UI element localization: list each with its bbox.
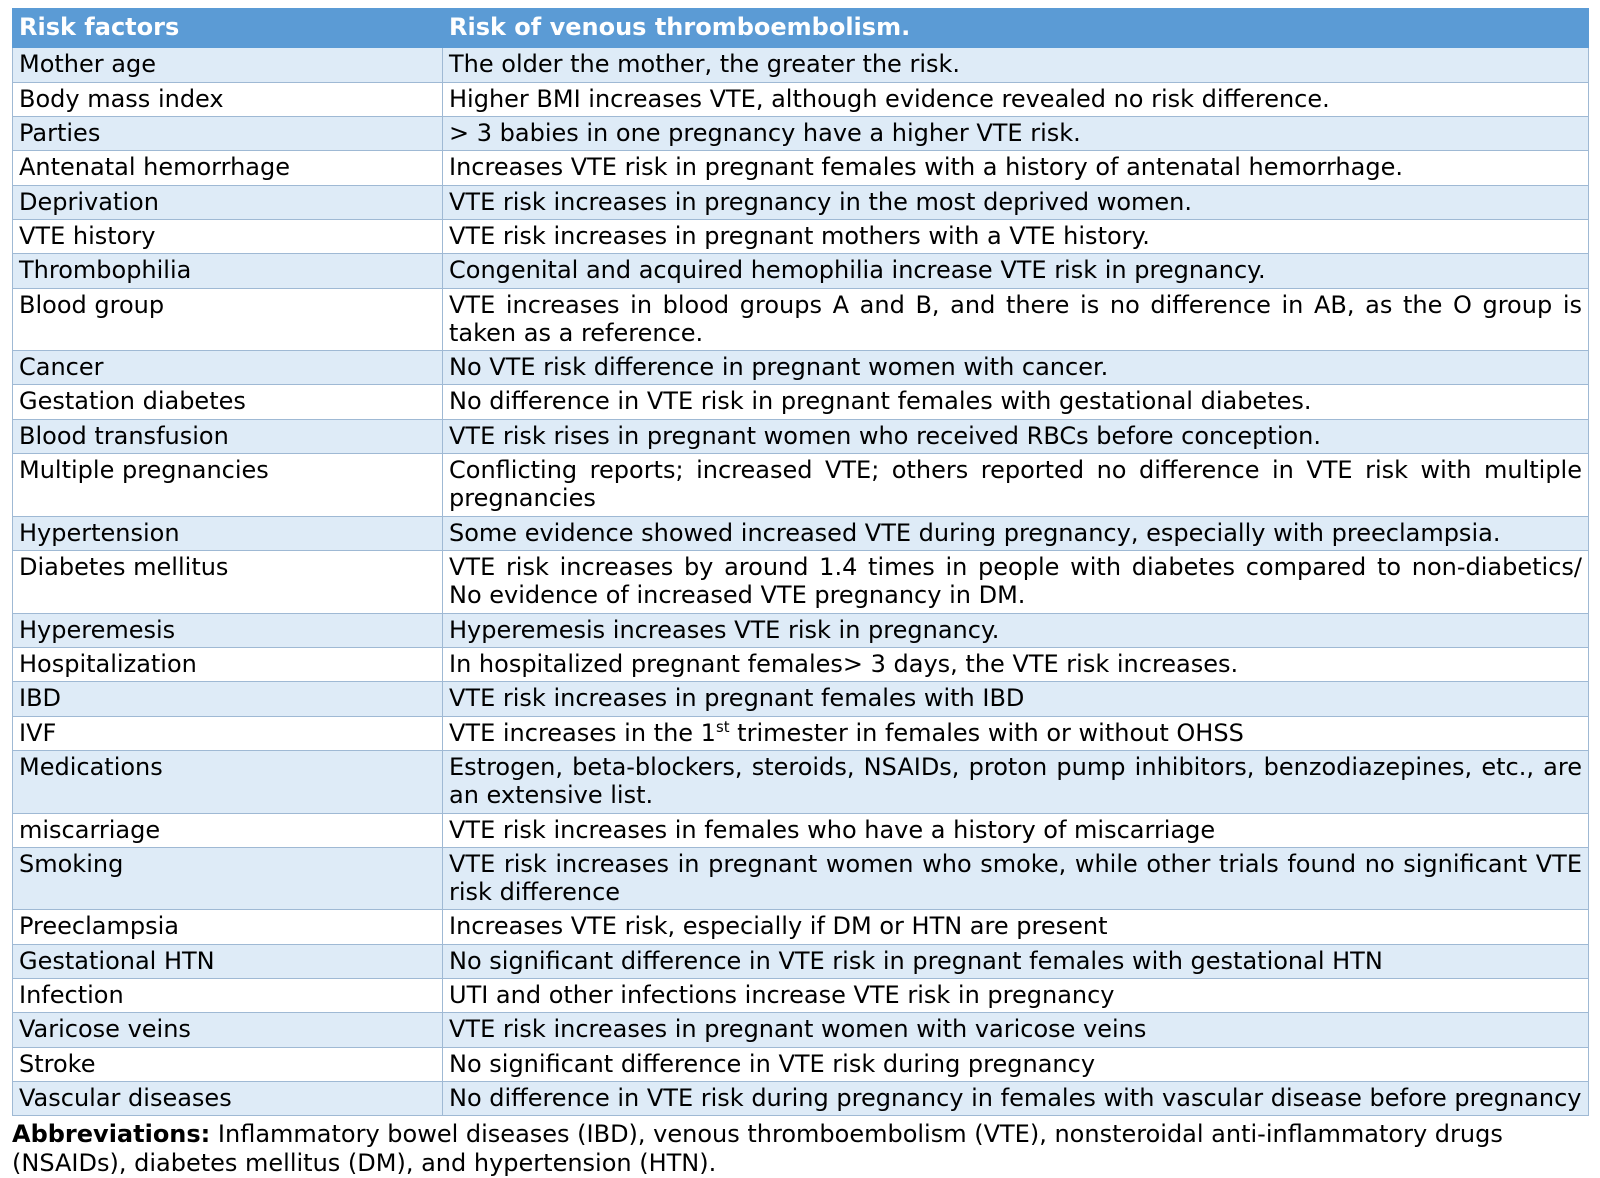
table-row	[13, 1013, 1589, 1047]
cell-risk-description: In hospitalized pregnant females> 3 days, the VTE risk increases.	[443, 647, 1589, 681]
cell-risk-factor: Thrombophilia	[13, 254, 443, 288]
abbreviations-label: Abbreviations:	[12, 1120, 211, 1149]
cell-risk-description: No significant difference in VTE risk during pregnancy	[443, 1047, 1589, 1081]
table-row	[13, 151, 1589, 185]
cell-risk-description: No difference in VTE risk in pregnant females with gestational diabetes.	[443, 385, 1589, 419]
table-row	[13, 551, 1589, 614]
table-row	[13, 385, 1589, 419]
table-row	[13, 750, 1589, 813]
cell-risk-factor: Gestation diabetes	[13, 385, 443, 419]
cell-risk-factor: Gestational HTN	[13, 944, 443, 978]
cell-risk-factor: Mother age	[13, 48, 443, 82]
cell-risk-factor: miscarriage	[13, 813, 443, 847]
cell-risk-factor: Infection	[13, 979, 443, 1013]
table-row	[13, 82, 1589, 116]
cell-risk-description: VTE risk rises in pregnant women who received RBCs before conception.	[443, 419, 1589, 453]
cell-risk-description: No difference in VTE risk during pregnancy in females with vascular disease before pregnancy	[443, 1082, 1589, 1116]
table-row	[13, 254, 1589, 288]
cell-risk-description: No VTE risk difference in pregnant women with cancer.	[443, 351, 1589, 385]
cell-risk-factor: Stroke	[13, 1047, 443, 1081]
cell-risk-description: Conflicting reports; increased VTE; others reported no difference in VTE risk with multiple pregnancies	[443, 454, 1589, 517]
cell-risk-factor: Blood transfusion	[13, 419, 443, 453]
cell-risk-factor: Cancer	[13, 351, 443, 385]
table-row	[13, 48, 1589, 82]
column-header-risk-factors: Risk factors	[13, 9, 443, 48]
cell-risk-factor: Body mass index	[13, 82, 443, 116]
table-row	[13, 1047, 1589, 1081]
table-row	[13, 454, 1589, 517]
table-row	[13, 516, 1589, 550]
table-row	[13, 185, 1589, 219]
cell-risk-description: Increases VTE risk, especially if DM or HTN are present	[443, 910, 1589, 944]
cell-risk-description: No significant difference in VTE risk in pregnant females with gestational HTN	[443, 944, 1589, 978]
cell-risk-factor: Hyperemesis	[13, 613, 443, 647]
cell-risk-description: VTE risk increases in pregnant women with varicose veins	[443, 1013, 1589, 1047]
table-row	[13, 351, 1589, 385]
cell-risk-description: VTE risk increases in pregnant women who smoke, while other trials found no significant VTE risk difference	[443, 847, 1589, 910]
cell-risk-description: UTI and other infections increase VTE risk in pregnancy	[443, 979, 1589, 1013]
cell-risk-description: VTE risk increases in pregnant mothers with a VTE history.	[443, 219, 1589, 253]
cell-risk-description: The older the mother, the greater the risk.	[443, 48, 1589, 82]
cell-risk-factor: Smoking	[13, 847, 443, 910]
cell-risk-factor: Antenatal hemorrhage	[13, 151, 443, 185]
cell-risk-factor: Medications	[13, 750, 443, 813]
risk-factors-table	[12, 8, 1589, 1116]
cell-risk-description: Some evidence showed increased VTE during pregnancy, especially with preeclampsia.	[443, 516, 1589, 550]
cell-risk-factor: Multiple pregnancies	[13, 454, 443, 517]
table-row	[13, 910, 1589, 944]
table-row	[13, 647, 1589, 681]
cell-risk-factor: Varicose veins	[13, 1013, 443, 1047]
cell-risk-description: VTE risk increases in pregnancy in the most deprived women.	[443, 185, 1589, 219]
cell-risk-description: > 3 babies in one pregnancy have a higher VTE risk.	[443, 116, 1589, 150]
cell-risk-factor: Parties	[13, 116, 443, 150]
table-row	[13, 419, 1589, 453]
cell-risk-factor: IBD	[13, 682, 443, 716]
table-header-row	[13, 9, 1589, 48]
cell-risk-description: Increases VTE risk in pregnant females with a history of antenatal hemorrhage.	[443, 151, 1589, 185]
table-body	[13, 48, 1589, 1116]
cell-risk-factor: Vascular diseases	[13, 1082, 443, 1116]
column-header-risk-of-vte: Risk of venous thromboembolism.	[443, 9, 1589, 48]
table-row	[13, 813, 1589, 847]
table-row	[13, 944, 1589, 978]
cell-risk-factor: Hypertension	[13, 516, 443, 550]
cell-risk-factor: Blood group	[13, 288, 443, 351]
table-row	[13, 288, 1589, 351]
table-row	[13, 219, 1589, 253]
cell-risk-description: VTE increases in blood groups A and B, and there is no difference in AB, as the O group is taken as a reference.	[443, 288, 1589, 351]
table-header	[13, 9, 1589, 48]
cell-risk-description: VTE increases in the 1st trimester in females with or without OHSS	[443, 716, 1589, 750]
cell-risk-factor: IVF	[13, 716, 443, 750]
table-row	[13, 716, 1589, 750]
cell-risk-description: Higher BMI increases VTE, although evidence revealed no risk difference.	[443, 82, 1589, 116]
cell-risk-factor: VTE history	[13, 219, 443, 253]
table-row	[13, 1082, 1589, 1116]
cell-risk-description: Hyperemesis increases VTE risk in pregnancy.	[443, 613, 1589, 647]
cell-risk-factor: Hospitalization	[13, 647, 443, 681]
table-row	[13, 979, 1589, 1013]
abbreviations-note	[12, 1120, 1588, 1178]
cell-risk-description: Congenital and acquired hemophilia increase VTE risk in pregnancy.	[443, 254, 1589, 288]
cell-risk-factor: Preeclampsia	[13, 910, 443, 944]
cell-risk-factor: Deprivation	[13, 185, 443, 219]
cell-risk-description: VTE risk increases in pregnant females with IBD	[443, 682, 1589, 716]
abbreviations-text: Inflammatory bowel diseases (IBD), venous thromboembolism (VTE), nonsteroidal anti-inflammatory drugs (NSAIDs), diabetes mellitus (DM), and hypertension (HTN).	[12, 1120, 1503, 1178]
table-row	[13, 682, 1589, 716]
cell-risk-description: VTE risk increases in females who have a history of miscarriage	[443, 813, 1589, 847]
cell-risk-factor: Diabetes mellitus	[13, 551, 443, 614]
cell-risk-description: VTE risk increases by around 1.4 times in people with diabetes compared to non-diabetics/ No evidence of increased VTE pregnancy in DM.	[443, 551, 1589, 614]
table-row	[13, 847, 1589, 910]
cell-risk-description: Estrogen, beta-blockers, steroids, NSAIDs, proton pump inhibitors, benzodiazepines, etc., are an extensive list.	[443, 750, 1589, 813]
table-row	[13, 116, 1589, 150]
table-row	[13, 613, 1589, 647]
